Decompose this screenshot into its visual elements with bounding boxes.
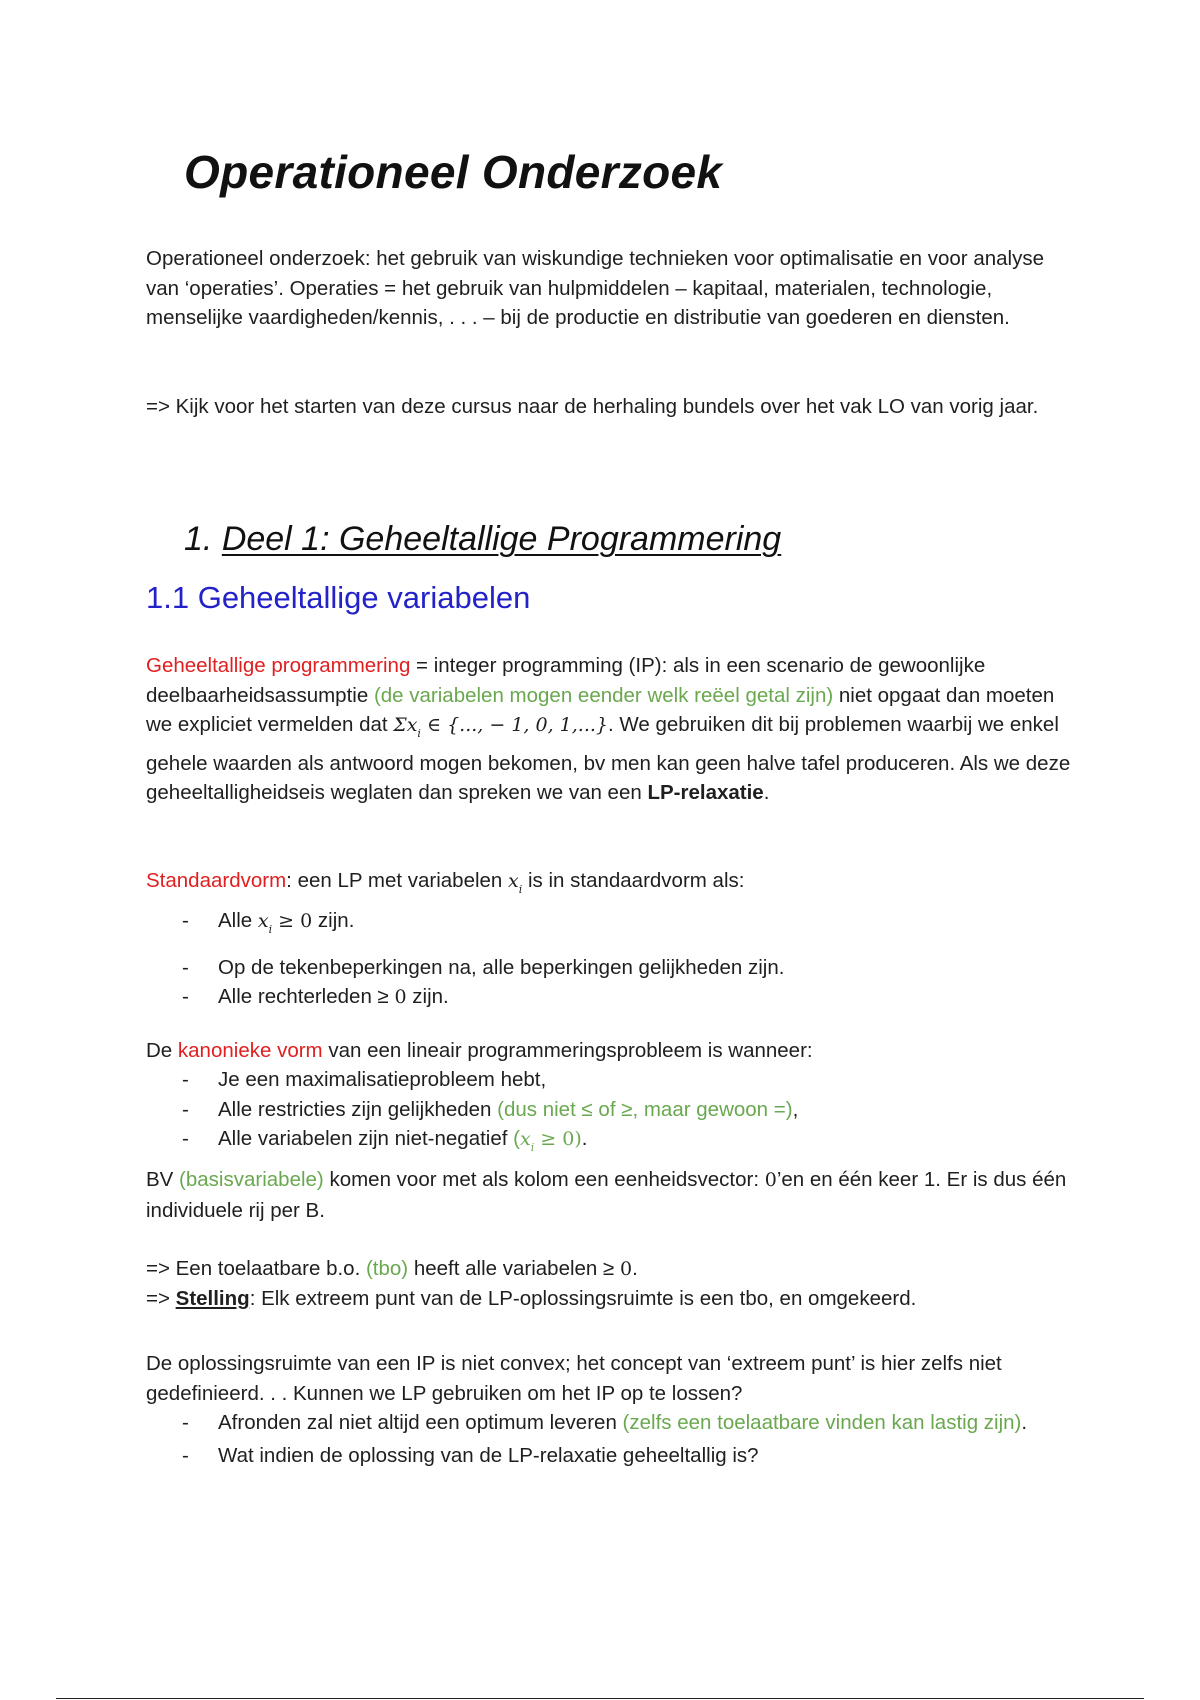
list-item: - Op de tekenbeperkingen na, alle beperkingen gelijkheden zijn. [146, 953, 1076, 983]
bv-text-2: komen voor met als kolom een eenheidsvector: [323, 1168, 765, 1191]
item-note: (dus niet ≤ of ≥, maar gewoon =) [497, 1097, 793, 1121]
stelling-arrow: => [146, 1287, 176, 1310]
list-item [146, 982, 1076, 1013]
item-sub: i [268, 923, 273, 936]
ip-sigma: Σx [393, 714, 418, 736]
note-open: ( [513, 1127, 520, 1150]
bv-text-3: ’en en één keer 1. Er is dus één individuele rij per B. [146, 1168, 1067, 1222]
ip-text-1: = integer programming (IP): als in een scenario de gewoonlijke deelbaarheidsassumptie [146, 654, 986, 707]
bv-text-1: BV [146, 1168, 180, 1191]
intro-paragraph: Operationeel onderzoek: het gebruik van wiskundige technieken voor optimalisatie en voor analyse van ‘operaties’. Operaties = het gebruik van hulpmiddelen – kapitaal, materialen, technologie, menselijke vaardigheden/kennis, . . . – bij de productie en distributie van goederen en diensten. [146, 247, 1044, 329]
final-paragraph: De oplossingsruimte van een IP is niet convex; het concept van ‘extreem punt’ is hier zelfs niet gedefinieerd. . . Kunnen we LP gebruiken om het IP op te lossen? [146, 1352, 1002, 1405]
item-text: Alle [218, 909, 258, 932]
page-bottom-rule [56, 1698, 1144, 1699]
note-sub: i [530, 1141, 535, 1154]
tbo-text-2: heeft alle variabelen ≥ [408, 1257, 620, 1280]
ip-set: ∈ {..., − 1, 0, 1,...} [420, 714, 609, 736]
item-text: , [792, 1097, 799, 1121]
item-text: Alle rechterleden ≥ [218, 985, 395, 1008]
list-item [146, 1408, 1076, 1438]
section-heading [184, 520, 781, 559]
standard-x: x [508, 870, 519, 892]
item-math: 0 [394, 986, 407, 1008]
stelling-line [146, 1284, 1076, 1314]
ip-text-2: niet opgaat dan moeten we expliciet vermelden dat [146, 683, 1055, 736]
list-item: - Wat indien de oplossing van de LP-relaxatie geheeltallig is? [146, 1441, 1076, 1471]
tbo-end: . [632, 1257, 638, 1280]
item-math-x: x [257, 910, 269, 932]
bv-paragraph [146, 1165, 1076, 1225]
tbo-line [146, 1254, 1076, 1285]
ip-paragraph [146, 651, 1076, 808]
canonical-text-1: De [146, 1039, 178, 1062]
ip-sub-i: i [417, 727, 421, 740]
item-math: ≥ 0 [272, 910, 313, 932]
list-item: - Je een maximalisatieprobleem hebt, [146, 1065, 1076, 1095]
standard-text-2: is in standaardvorm als: [522, 869, 745, 892]
item-text: Alle variabelen zijn niet-negatief [218, 1127, 514, 1150]
section-title: Deel 1: Geheeltallige Programmering [221, 520, 782, 558]
canonical-term: kanonieke vorm [177, 1039, 323, 1062]
stelling-text: : Elk extreem punt van de LP-oplossingsruimte is een tbo, en omgekeerd. [249, 1287, 917, 1310]
item-note: (zelfs een toelaatbare vinden kan lastig zijn) [622, 1411, 1022, 1434]
canonical-list [146, 1065, 1076, 1163]
ip-note: (de variabelen mogen eender welk reëel getal zijn) [373, 683, 834, 707]
item-text: zijn. [406, 985, 449, 1008]
tbo-zero: 0 [619, 1258, 633, 1280]
note-math-x: x [519, 1128, 531, 1150]
ip-sum-formula [393, 714, 609, 740]
item-note [513, 1127, 582, 1154]
ip-text-4: . [763, 781, 770, 804]
note-close: ≥ 0) [534, 1128, 582, 1150]
tbo-text-1: => Een toelaatbare b.o. [146, 1257, 366, 1280]
bv-note: (basisvariabele) [179, 1168, 324, 1191]
ip-term: Geheeltallige programmering [146, 654, 411, 677]
stelling-term: Stelling [175, 1287, 250, 1310]
bv-zero: 0 [764, 1169, 777, 1191]
ip-text-3: . We gebruiken dit bij problemen waarbij we enkel gehele waarden als antwoord mogen bekomen, bv men kan geen halve tafel produceren. Als we deze geheeltalligheidseis weglaten dan spreken we van een [146, 713, 1071, 804]
item-text: Afronden zal niet altijd een optimum leveren [218, 1411, 623, 1434]
section-number: 1. [184, 520, 213, 558]
lp-relaxatie-term: LP-relaxatie [647, 781, 764, 804]
standard-form-list [146, 906, 1076, 1013]
standard-form-line [146, 866, 1076, 905]
intro-note: => Kijk voor het starten van deze cursus naar de herhaling bundels over het vak LO van vorig jaar. [146, 395, 1039, 418]
standard-sub: i [518, 883, 523, 896]
canonical-line [146, 1036, 1076, 1066]
subsection-heading: 1.1 Geheeltallige variabelen [146, 580, 531, 615]
tbo-note: (tbo) [365, 1257, 409, 1280]
canonical-text-2: van een lineair programmeringsprobleem is wanneer: [322, 1039, 813, 1062]
list-item [146, 906, 1076, 945]
document-title: Operationeel Onderzoek [184, 146, 723, 198]
item-text: Alle restricties zijn gelijkheden [218, 1097, 498, 1121]
item-text: . [581, 1127, 588, 1150]
standard-term: Standaardvorm [146, 869, 287, 892]
standard-text-1: : een LP met variabelen [286, 869, 509, 892]
list-item [146, 1124, 1076, 1163]
final-list [146, 1408, 1076, 1470]
item-text: zijn. [312, 909, 355, 932]
list-item [146, 1095, 1076, 1125]
item-text: . [1021, 1411, 1028, 1434]
